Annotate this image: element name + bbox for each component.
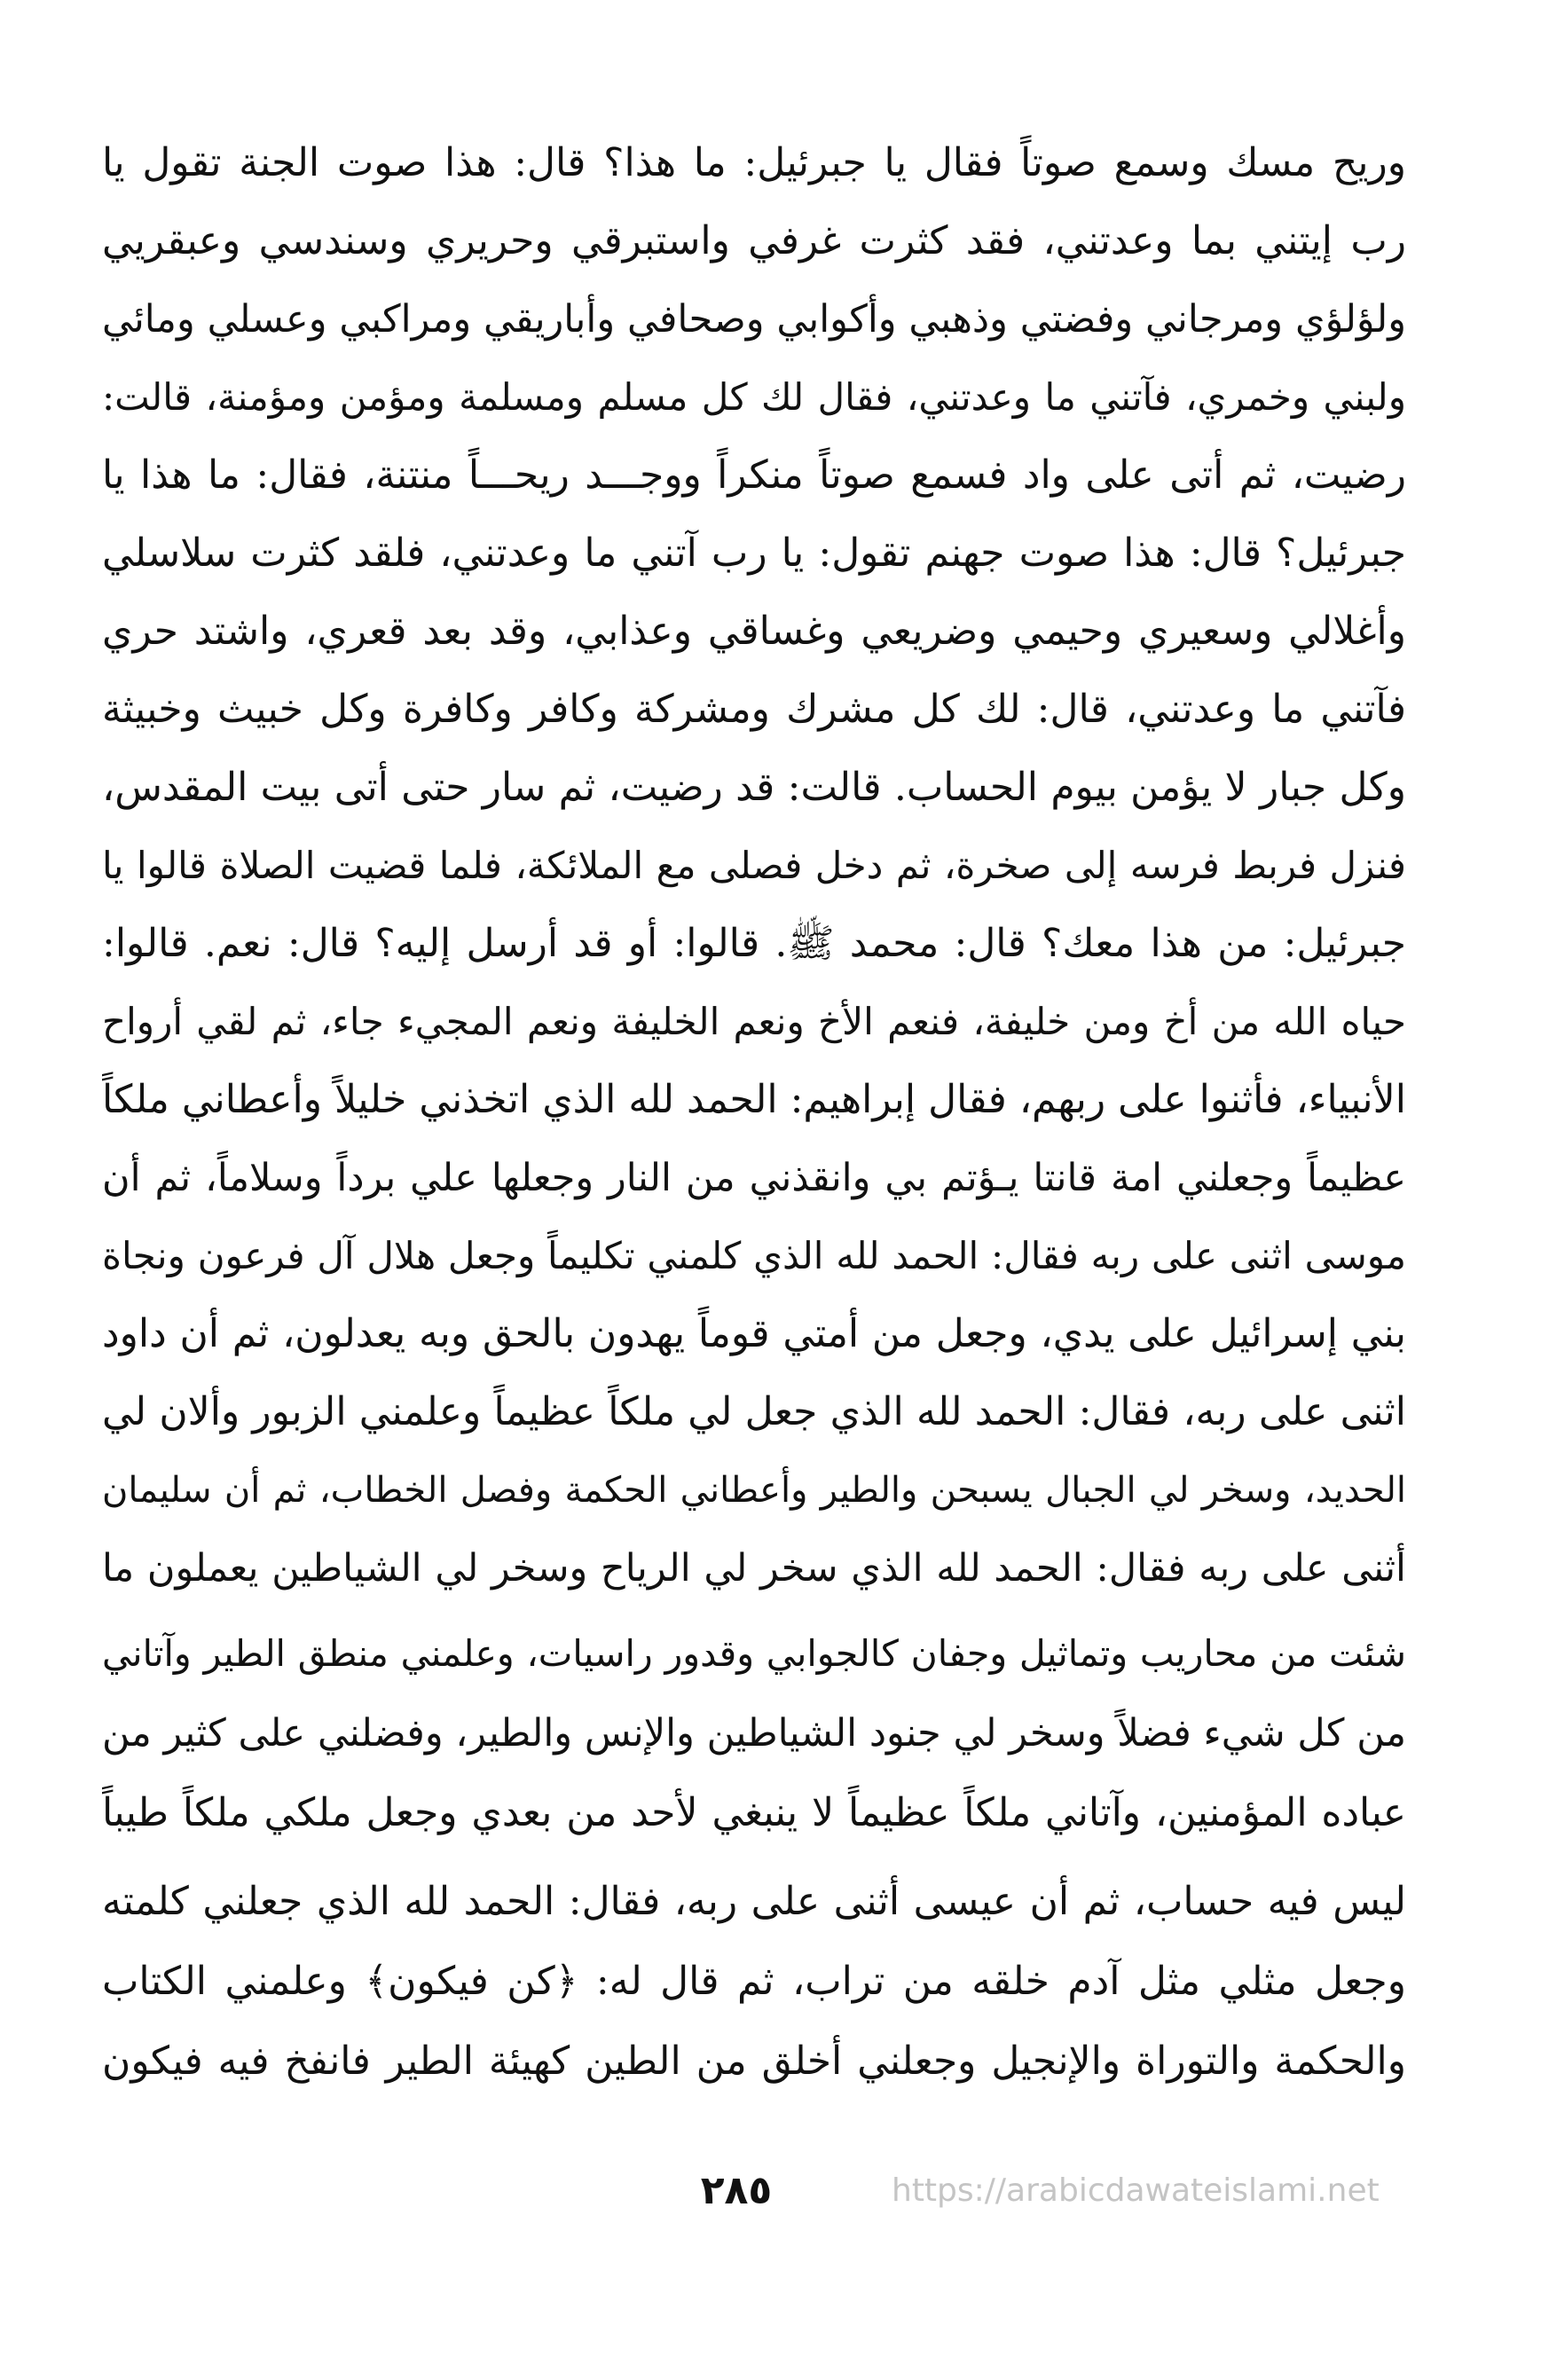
text-line: اثنى على ربه، فقال: الحمد لله الذي جعل لي ملكاً عظيماً وعلمني الزبور وألان لي	[102, 1389, 1406, 1434]
text-line: جبرئيل؟ قال: هذا صوت جهنم تقول: يا رب آتني ما وعدتني، فلقد كثرت سلاسلي	[102, 530, 1406, 576]
text-line: رب إيتني بما وعدتني، فقد كثرت غرفي واستبرقي وحريري وسندسي وعبقريي	[102, 218, 1406, 263]
text-line: رضيت، ثم أتى على واد فسمع صوتاً منكراً ووجـــد ريحـــاً منتنة، فقال: ما هذا يا	[102, 452, 1406, 498]
text-line: عظيماً وجعلني امة قانتا يـؤتم بي وانقذني من النار وجعلها علي برداً وسلاماً، ثم أن	[102, 1156, 1406, 1200]
text-line: أثنى على ربه فقال: الحمد لله الذي سخر لي الرياح وسخر لي الشياطين يعملون ما	[102, 1546, 1406, 1591]
text-line: الأنبياء، فأثنوا على ربهم، فقال إبراهيم: الحمد لله الذي اتخذني خليلاً وأعطاني ملكاً	[102, 1077, 1406, 1122]
text-line: الحديد، وسخر لي الجبال يسبحن والطير وأعطاني الحكمة وفصل الخطاب، ثم أن سليمان	[102, 1470, 1406, 1511]
text-line: فنزل فربط فرسه إلى صخرة، ثم دخل فصلى مع الملائكة، فلما قضيت الصلاة قالوا يا	[102, 844, 1406, 887]
text-line: شئت من محاريب وتماثيل وجفان كالجوابي وقدور راسيات، وعلمني منطق الطير وآتاني	[102, 1632, 1406, 1675]
text-line: وأغلالي وسعيري وحيمي وضريعي وغساقي وعذابي، وقد بعد قعري، واشتد حري	[102, 609, 1406, 654]
text-line: من كل شيء فضلاً وسخر لي جنود الشياطين والإنس والطير، وفضلني على كثير من	[102, 1711, 1406, 1756]
text-line: عباده المؤمنين، وآتاني ملكاً عظيماً لا ينبغي لأحد من بعدي وجعل ملكي ملكاً طيباً	[102, 1790, 1406, 1835]
text-line: والحكمة والتوراة والإنجيل وجعلني أخلق من الطين كهيئة الطير فانفخ فيه فيكون	[102, 2038, 1406, 2084]
page-body	[102, 124, 1406, 2235]
text-line: وكل جبار لا يؤمن بيوم الحساب. قالت: قد رضيت، ثم سار حتى أتى بيت المقدس،	[102, 765, 1406, 810]
text-line: ليس فيه حساب، ثم أن عيسى أثنى على ربه، فقال: الحمد لله الذي جعلني كلمته	[102, 1879, 1406, 1924]
text-line: حياه الله من أخ ومن خليفة، فنعم الأخ ونعم الخليفة ونعم المجيء جاء، ثم لقي أرواح	[102, 1000, 1406, 1043]
text-line: ولؤلؤي ومرجاني وفضتي وذهبي وأكوابي وصحافي وأباريقي ومراكبي وعسلي ومائي	[102, 297, 1406, 342]
page-number: ٢٨٥	[700, 2168, 773, 2213]
text-line: جبرئيل: من هذا معك؟ قال: محمد ﷺ. قالوا: أو قد أرسل إليه؟ قال: نعم. قالوا:	[102, 921, 1406, 966]
text-line: ولبني وخمري، فآتني ما وعدتني، فقال لك كل مسلم ومسلمة ومؤمن ومؤمنة، قالت:	[102, 375, 1406, 419]
text-line: وجعل مثلي مثل آدم خلقه من تراب، ثم قال له: ﴿كن فيكون﴾ وعلمني الكتاب	[102, 1959, 1406, 2004]
text-line: بني إسرائيل على يدي، وجعل من أمتي قوماً يهدون بالحق وبه يعدلون، ثم أن داود	[102, 1311, 1406, 1356]
text-line: وريح مسك وسمع صوتاً فقال يا جبرئيل: ما هذا؟ قال: هذا صوت الجنة تقول يا	[102, 140, 1406, 185]
page-footer	[0, 2160, 1541, 2222]
text-line: فآتني ما وعدتني، قال: لك كل مشرك ومشركة وكافر وكافرة وكل خبيث وخبيثة	[102, 687, 1406, 732]
watermark-url: https://arabicdawateislami.net	[892, 2172, 1380, 2209]
text-line: موسى اثنى على ربه فقال: الحمد لله الذي كلمني تكليماً وجعل هلال آل فرعون ونجاة	[102, 1234, 1406, 1277]
